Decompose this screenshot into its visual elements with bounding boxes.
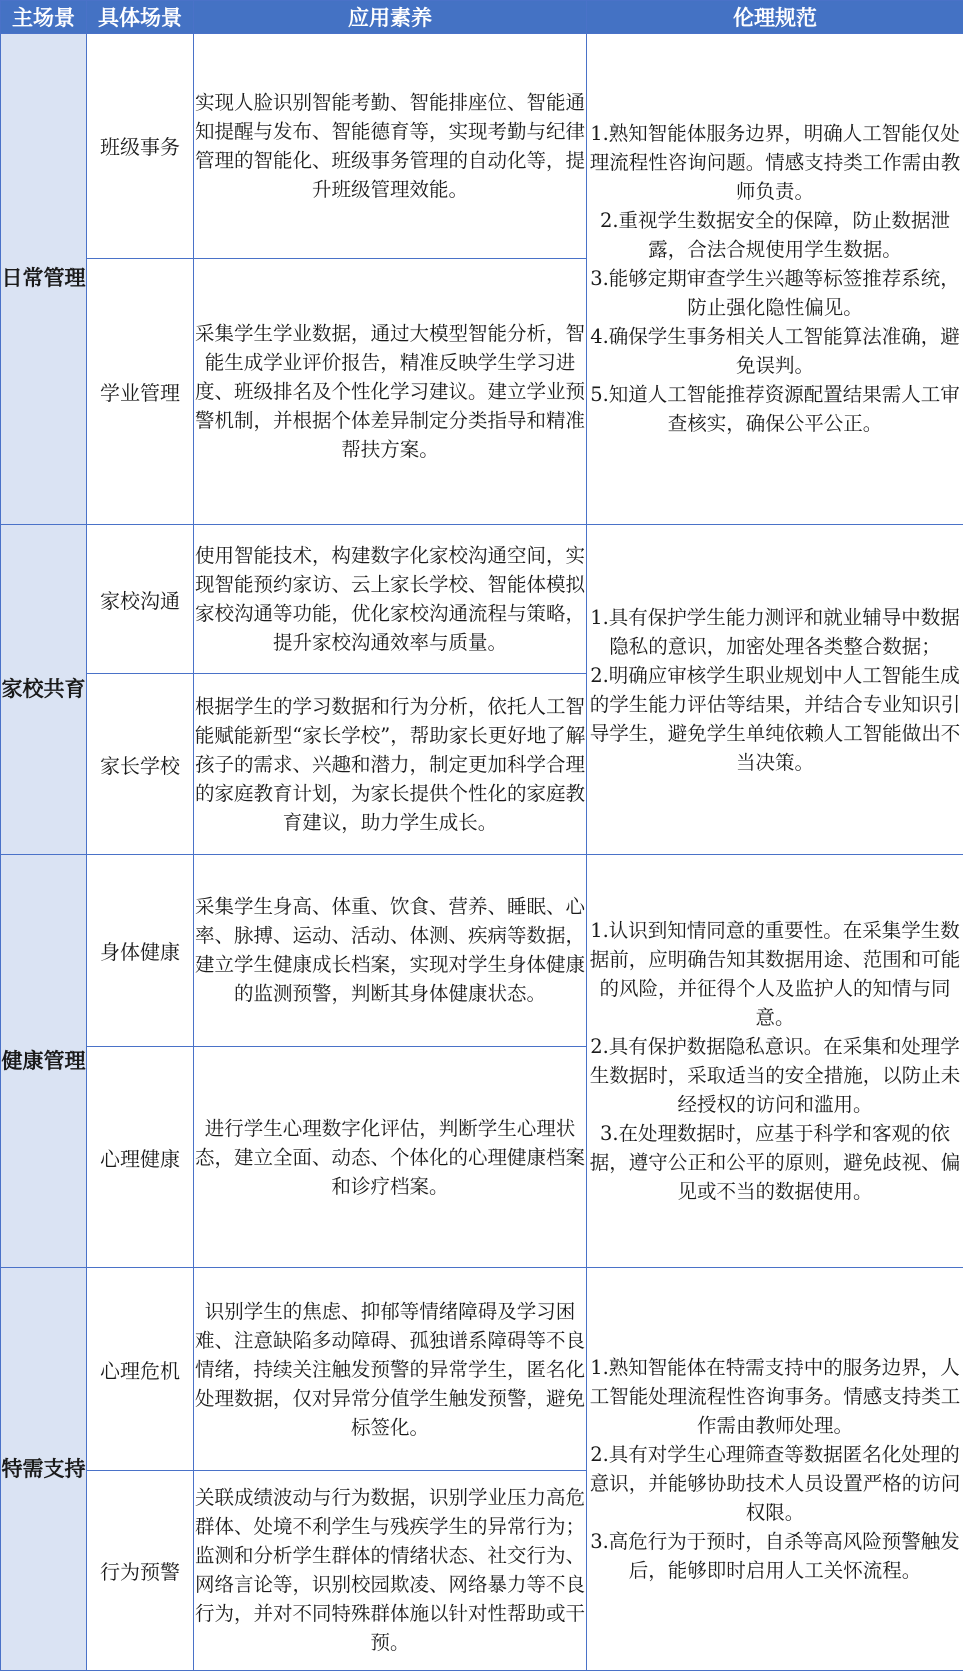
ethics-item: 1.具有保护学生能力测评和就业辅导中数据隐私的意识，加密处理各类整合数据； bbox=[590, 605, 960, 658]
main-scene-cell: 家校共育 bbox=[1, 524, 87, 854]
ethics-cell bbox=[587, 34, 963, 525]
ethics-item: 2.明确应审核学生职业规划中人工智能生成的学生能力评估等结果，并结合专业知识引导学生，避免学生单纯依赖人工智能做出不当决策。 bbox=[589, 663, 961, 774]
header-specific-scene: 具体场景 bbox=[87, 1, 194, 34]
table-row bbox=[1, 34, 963, 259]
ethics-item: 2.重视学生数据安全的保障，防止数据泄露，合法合规使用学生数据。 bbox=[599, 209, 951, 262]
table-header-row bbox=[1, 1, 963, 34]
ethics-item: 1.熟知智能体在特需支持中的服务边界，人工智能处理流程性咨询事务。情感支持类工作需由教师处理。 bbox=[589, 1356, 961, 1438]
ethics-cell bbox=[587, 524, 963, 854]
header-ethical-norms: 伦理规范 bbox=[587, 1, 963, 34]
sub-scene-cell: 身体健康 bbox=[87, 855, 194, 1047]
sub-scene-cell: 学业管理 bbox=[87, 258, 194, 524]
main-scene-cell: 特需支持 bbox=[1, 1268, 87, 1671]
main-scene-cell: 健康管理 bbox=[1, 855, 87, 1268]
table-row bbox=[1, 855, 963, 1047]
table-row bbox=[1, 524, 963, 673]
ethics-item: 1.认识到知情同意的重要性。在采集学生数据前，应明确告知其数据用途、范围和可能的风险，并征得个人及监护人的知情与同意。 bbox=[589, 919, 961, 1030]
ethics-item: 5.知道人工智能推荐资源配置结果需人工审查核实，确保公平公正。 bbox=[590, 383, 960, 436]
sub-scene-cell: 心理健康 bbox=[87, 1046, 194, 1268]
ethics-item: 2.具有保护数据隐私意识。在采集和处理学生数据时，采取适当的安全措施，以防止未经授权的访问和滥用。 bbox=[589, 1035, 961, 1117]
literacy-cell: 根据学生的学习数据和行为分析，依托人工智能赋能新型“家长学校”，帮助家长更好地了解孩子的需求、兴趣和潜力，制定更加科学合理的家庭教育计划，为家长提供个性化的家庭教育建议，助力学生成长。 bbox=[194, 674, 587, 855]
ethics-item: 3.能够定期审查学生兴趣等标签推荐系统，防止强化隐性偏见。 bbox=[590, 267, 960, 320]
table-row bbox=[1, 1268, 963, 1470]
sub-scene-cell: 家校沟通 bbox=[87, 524, 194, 673]
ethics-item: 2.具有对学生心理筛查等数据匿名化处理的意识，并能够协助技术人员设置严格的访问权限。 bbox=[589, 1443, 961, 1525]
ethics-item: 4.确保学生事务相关人工智能算法准确，避免误判。 bbox=[590, 325, 960, 378]
header-main-scene: 主场景 bbox=[1, 1, 87, 34]
literacy-cell: 关联成绩波动与行为数据，识别学业压力高危群体、处境不利学生与残疾学生的异常行为；监测和分析学生群体的情绪状态、社交行为、网络言论等，识别校园欺凌、网络暴力等不良行为，并对不同特殊群体施以针对性帮助或干预。 bbox=[194, 1470, 587, 1670]
literacy-cell: 识别学生的焦虑、抑郁等情绪障碍及学习困难、注意缺陷多动障碍、孤独谱系障碍等不良情绪，持续关注触发预警的异常学生，匿名化处理数据，仅对异常分值学生触发预警，避免标签化。 bbox=[194, 1268, 587, 1470]
ethics-item: 1.熟知智能体服务边界，明确人工智能仅处理流程性咨询问题。情感支持类工作需由教师负责。 bbox=[589, 122, 961, 204]
sub-scene-cell: 心理危机 bbox=[87, 1268, 194, 1470]
ethics-item: 3.在处理数据时，应基于科学和客观的依据，遵守公正和公平的原则，避免歧视、偏见或不当的数据使用。 bbox=[589, 1122, 961, 1204]
literacy-cell: 采集学生学业数据，通过大模型智能分析，智能生成学业评价报告，精准反映学生学习进度、班级排名及个性化学习建议。建立学业预警机制，并根据个体差异制定分类指导和精准帮扶方案。 bbox=[194, 258, 587, 524]
ethics-item: 3.高危行为于预时，自杀等高风险预警触发后，能够即时启用人工关怀流程。 bbox=[590, 1530, 960, 1583]
main-scene-cell: 日常管理 bbox=[1, 34, 87, 525]
sub-scene-cell: 家长学校 bbox=[87, 674, 194, 855]
ethics-cell bbox=[587, 855, 963, 1268]
header-application-literacy: 应用素养 bbox=[194, 1, 587, 34]
sub-scene-cell: 行为预警 bbox=[87, 1470, 194, 1670]
literacy-cell: 进行学生心理数字化评估，判断学生心理状态，建立全面、动态、个体化的心理健康档案和诊疗档案。 bbox=[194, 1046, 587, 1268]
literacy-cell: 使用智能技术，构建数字化家校沟通空间，实现智能预约家访、云上家长学校、智能体模拟家校沟通等功能，优化家校沟通流程与策略，提升家校沟通效率与质量。 bbox=[194, 524, 587, 673]
literacy-cell: 采集学生身高、体重、饮食、营养、睡眠、心率、脉搏、运动、活动、体测、疾病等数据，建立学生健康成长档案，实现对学生身体健康的监测预警，判断其身体健康状态。 bbox=[194, 855, 587, 1047]
ethics-cell bbox=[587, 1268, 963, 1671]
sub-scene-cell: 班级事务 bbox=[87, 34, 194, 259]
literacy-cell: 实现人脸识别智能考勤、智能排座位、智能通知提醒与发布、智能德育等，实现考勤与纪律管理的智能化、班级事务管理的自动化等，提升班级管理效能。 bbox=[194, 34, 587, 259]
